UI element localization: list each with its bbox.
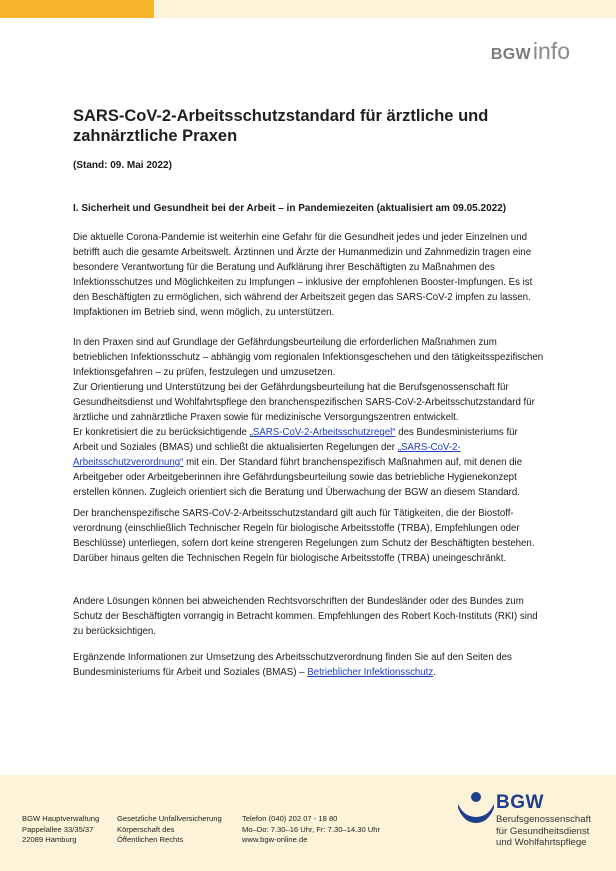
link-betrieblicher-infektionsschutz[interactable]: Betrieblicher Infektionsschutz (307, 667, 434, 678)
bgw-info-logo-info: info (532, 38, 570, 64)
top-bar (0, 0, 616, 18)
link-arbeitsschutzregel[interactable]: „SARS-CoV-2-Arbeitsschutzregel“ (249, 427, 396, 438)
footer-contact (242, 814, 380, 846)
paragraph-5-end: . (433, 667, 436, 678)
bgw-logo-subtitle (496, 814, 591, 849)
footer-address-line: BGW Hauptverwaltung (22, 814, 100, 823)
paragraph-2c-text-2: des Bundesministeriums für Arbeit und Soziales (BMAS) und schließt die aktualisierten Regelungen der (73, 427, 518, 453)
footer-address (22, 814, 99, 846)
bgw-info-logo (491, 38, 570, 65)
bgw-logo-subtitle-line: für Gesundheitsdienst (496, 825, 590, 837)
paragraph-2c-text-1: Er konkretisiert die zu berücksichtigende (73, 427, 250, 438)
section-heading: I. Sicherheit und Gesundheit bei der Arbeit – in Pandemiezeiten (aktualisiert am 09.05.2022) (73, 203, 507, 214)
footer-legal-line: Körperschaft des (117, 824, 175, 834)
footer-hours: Mo–Do: 7.30–16 Uhr, Fr: 7.30–14.30 Uhr (242, 824, 381, 834)
paragraph-3: Der branchenspezifische SARS-CoV-2-Arbeitsschutzstandard gilt auch für Tätigkeiten, die der Biostoff-verordnung (einschließlich Technischer Regeln für biologische Arbeitsstoffe (TRBA), Empfehlungen oder Beschlüsse) unterliegen, sofern dort keine strengeren Regelungen zum Schutz der Beschäftigten bestehen. Darüber hinaus gelten die Technischen Regeln für biologische Arbeitsstoffe (TRBA) uneingeschränkt. (73, 508, 535, 564)
footer-legal-line: Gesetzliche Unfallversicherung (117, 814, 222, 823)
paragraph-2 (73, 335, 545, 500)
footer-website[interactable]: www.bgw-online.de (242, 835, 308, 844)
paragraph-5 (73, 650, 545, 680)
link-arbeitsschutzverordnung[interactable]: „SARS-CoV-2-Arbeitsschutzverordnung“ (73, 442, 461, 468)
footer-phone: Telefon (040) 202 07 - 18 80 (242, 814, 338, 823)
footer-legal (117, 814, 222, 846)
bgw-logo-word: BGW (496, 792, 544, 813)
bgw-logo-dot-icon (471, 792, 481, 802)
bgw-info-logo-bgw: BGW (490, 46, 531, 63)
paragraph-2a: In den Praxen sind auf Grundlage der Gefährdungsbeurteilung die erforderlichen Maßnahmen zum betrieblichen Infektionsschutz – abhängig vom regionalen Infektionsgeschehen und den tätigkeitsspezifischen Infektionsgefahren – zu prüfen, festzulegen und umzusetzen. (73, 337, 544, 378)
page-title: SARS-CoV-2-Arbeitsschutzstandard für ärztliche und zahnärztliche Praxen (73, 107, 489, 145)
paragraph-1: Die aktuelle Corona-Pandemie ist weiterhin eine Gefahr für die Gesundheit jedes und jeder Einzelnen und betrifft auch die gesamte Arbeitswelt. Ärztinnen und Ärzte der Humanmedizin und Zahnmedizin tragen eine besondere Verantwortung für die Beratung und Aufklärung ihrer Beschäftigten zu Maßnahmen des Infektionsschutzes und Möglichkeiten zu Impfungen – inklusive der empfohlenen Booster-Impfungen. Es ist den Beschäftigten zu ermöglichen, sich während der Arbeitszeit gegen das SARS-CoV-2 impfen zu lassen. Impfaktionen im Betrieb sind, wenn möglich, zu unterstützen. (73, 232, 533, 318)
paragraph-5-text: Ergänzende Informationen zur Umsetzung des Arbeitsschutzverordnung finden Sie auf den Seiten des Bundesministeriums für Arbeit und Soziales (BMAS) – (73, 652, 512, 678)
paragraph-4: Andere Lösungen können bei abweichenden Rechtsvorschriften der Bundesländer oder des Bundes zum Schutz der Beschäftigten vorrangig in Betracht kommen. Empfehlungen des Robert Koch-Instituts (RKI) sind zu berücksichtigen. (73, 596, 538, 637)
paragraph-2c-text-3: mit ein. Der Standard führt branchenspezifisch Maßnahmen auf, mit denen die Arbeitgeber oder Arbeitgeberinnen ihre Gefährdungsbeurteilung sowie das betriebliche Hygienekonzept erstellen können. Zugleich orientiert sich die Beratung und Überwachung der BGW an diesem Standard. (73, 457, 523, 498)
bgw-logo-subtitle-line: und Wohlfahrtspflege (496, 837, 587, 848)
footer-address-line: Pappelallee 33/35/37 (22, 824, 94, 834)
top-bar-accent (0, 0, 154, 18)
bgw-logo-subtitle-line: Berufsgenossenschaft (496, 814, 591, 825)
status-date: (Stand: 09. Mai 2022) (73, 160, 172, 171)
footer-legal-line: Öffentlichen Rechts (117, 835, 184, 844)
footer-address-line: 22089 Hamburg (22, 835, 77, 844)
bgw-logo-wave-icon (458, 804, 494, 823)
paragraph-2b: Zur Orientierung und Unterstützung bei der Gefährdungsbeurteilung hat die Berufsgenossenschaft für Gesundheitsdienst und Wohlfahrtspflege den branchenspezifischen SARS-CoV-2-Arbeitsschutzstandard für ärztliche und zahnärztliche Praxen sowie für medizinische Versorgungszentren entwickelt. (73, 382, 535, 423)
